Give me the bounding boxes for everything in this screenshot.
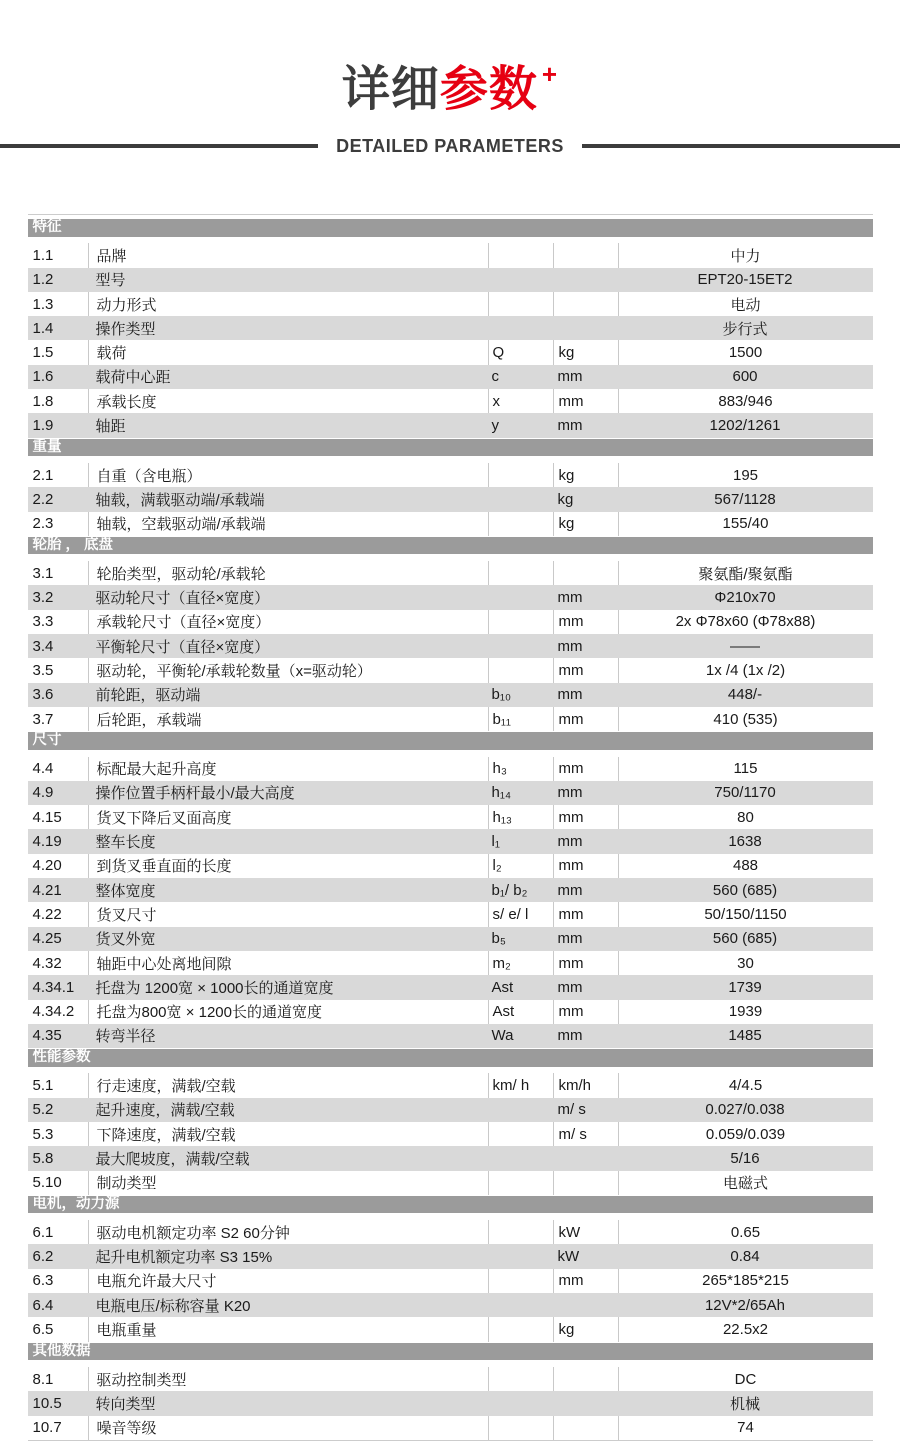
cell-symbol bbox=[488, 1122, 553, 1146]
cell-description: 后轮距，承载端 bbox=[88, 707, 488, 731]
cell-value: 5/16 bbox=[730, 1149, 760, 1167]
page-title bbox=[0, 46, 900, 118]
cell-value: 115 bbox=[618, 757, 873, 781]
cell-index: 1.1 bbox=[32, 246, 54, 264]
cell-value: Φ210x70 bbox=[714, 589, 776, 607]
section-header-row bbox=[28, 1049, 873, 1073]
cell-description: 承载长度 bbox=[88, 389, 488, 413]
cell-index: 1.6 bbox=[32, 368, 54, 386]
cell-unit: mm bbox=[557, 417, 583, 435]
cell-description: 轴载，满载驱动端/承载端 bbox=[95, 491, 265, 509]
cell-value: 80 bbox=[618, 805, 873, 829]
right-rule-divider bbox=[582, 144, 900, 148]
cell-description: 载荷 bbox=[88, 340, 488, 364]
cell-unit: mm bbox=[553, 902, 618, 926]
cell-index: 2.2 bbox=[32, 490, 54, 508]
cell-value: 聚氨酯/聚氨酯 bbox=[618, 561, 873, 585]
cell-index: 4.34.2 bbox=[32, 1003, 75, 1021]
cell-description: 起升速度，满载/空载 bbox=[95, 1102, 235, 1120]
cell-description: 托盘为 1200宽 × 1000长的通道宽度 bbox=[95, 979, 334, 997]
cell-description: 载荷中心距 bbox=[95, 369, 171, 387]
cell-symbol: Ast bbox=[491, 978, 514, 996]
table-row bbox=[28, 561, 873, 585]
cell-value: 560 (685) bbox=[712, 881, 778, 899]
cell-value: —— bbox=[730, 637, 760, 655]
cell-unit bbox=[553, 1146, 618, 1170]
cell-symbol bbox=[488, 512, 553, 536]
cell-symbol bbox=[488, 1416, 553, 1440]
table-row bbox=[28, 1293, 873, 1317]
cell-index: 4.15 bbox=[32, 808, 62, 826]
section-header-row bbox=[28, 537, 873, 561]
table-row bbox=[28, 1367, 873, 1391]
cell-index: 3.5 bbox=[32, 661, 54, 679]
cell-value: 560 (685) bbox=[712, 930, 778, 948]
cell-unit: mm bbox=[557, 1027, 583, 1045]
cell-description: 噪音等级 bbox=[88, 1416, 488, 1440]
table-row bbox=[28, 1073, 873, 1097]
cell-value: 0.059/0.039 bbox=[618, 1122, 873, 1146]
cell-description: 承载轮尺寸（直径×宽度） bbox=[88, 610, 488, 634]
table-row bbox=[28, 487, 873, 511]
cell-symbol bbox=[488, 243, 553, 267]
table-row bbox=[28, 585, 873, 609]
cell-index: 5.10 bbox=[32, 1174, 62, 1192]
cell-value: 74 bbox=[618, 1416, 873, 1440]
table-row bbox=[28, 805, 873, 829]
cell-index: 4.35 bbox=[32, 1027, 62, 1045]
cell-description: 货叉尺寸 bbox=[88, 902, 488, 926]
cell-description: 轴载，空载驱动端/承载端 bbox=[88, 512, 488, 536]
cell-description: 电瓶允许最大尺寸 bbox=[88, 1269, 488, 1293]
cell-description: 标配最大起升高度 bbox=[88, 757, 488, 781]
section-title: 尺寸 bbox=[28, 732, 873, 750]
table-row bbox=[28, 927, 873, 951]
table-row bbox=[28, 757, 873, 781]
table-row bbox=[28, 1098, 873, 1122]
cell-unit bbox=[553, 292, 618, 316]
table-row bbox=[28, 1146, 873, 1170]
cell-value: 265*185*215 bbox=[618, 1269, 873, 1293]
cell-value: 1638 bbox=[728, 833, 762, 851]
cell-symbol: h₁₃ bbox=[488, 805, 553, 829]
cell-unit: mm bbox=[557, 881, 583, 899]
cell-value: 195 bbox=[618, 463, 873, 487]
cell-value: 1939 bbox=[618, 1000, 873, 1024]
table-row bbox=[28, 707, 873, 731]
table-row bbox=[28, 634, 873, 658]
cell-unit: mm bbox=[553, 1269, 618, 1293]
cell-unit: kg bbox=[557, 490, 574, 508]
cell-unit bbox=[553, 268, 618, 292]
cell-description: 平衡轮尺寸（直径×宽度） bbox=[95, 638, 270, 656]
cell-index: 1.3 bbox=[32, 295, 54, 313]
cell-symbol bbox=[488, 561, 553, 585]
cell-unit: mm bbox=[557, 589, 583, 607]
cell-description: 驱动控制类型 bbox=[88, 1367, 488, 1391]
cell-unit: mm bbox=[553, 1000, 618, 1024]
cell-index: 2.1 bbox=[32, 466, 54, 484]
cell-index: 4.4 bbox=[32, 760, 54, 778]
cell-description: 起升电机额定功率 S3 15% bbox=[95, 1249, 273, 1267]
cell-unit: mm bbox=[557, 637, 583, 655]
section-title: 性能参数 bbox=[28, 1049, 873, 1067]
cell-description: 驱动轮，平衡轮/承载轮数量（x=驱动轮） bbox=[88, 658, 488, 682]
cell-unit: mm bbox=[553, 658, 618, 682]
cell-unit: m/ s bbox=[557, 1101, 586, 1119]
cell-index: 10.7 bbox=[32, 1419, 62, 1437]
cell-value: 中力 bbox=[618, 243, 873, 267]
spec-table bbox=[28, 214, 873, 1441]
plus-icon: + bbox=[541, 59, 559, 89]
cell-description: 自重（含电瓶） bbox=[88, 463, 488, 487]
table-row bbox=[28, 975, 873, 999]
cell-value: 2x Φ78x60 (Φ78x88) bbox=[618, 610, 873, 634]
cell-value: 0.027/0.038 bbox=[705, 1101, 785, 1119]
cell-unit: mm bbox=[557, 686, 583, 704]
table-row bbox=[28, 683, 873, 707]
cell-value: 步行式 bbox=[722, 320, 768, 338]
cell-symbol bbox=[488, 1293, 553, 1317]
page-subtitle: DETAILED PARAMETERS bbox=[336, 135, 564, 156]
cell-description: 轴距中心处离地间隙 bbox=[88, 951, 488, 975]
cell-index: 1.2 bbox=[32, 271, 54, 289]
cell-value: 电动 bbox=[618, 292, 873, 316]
section-title: 其他数据 bbox=[28, 1343, 873, 1361]
cell-value: 750/1170 bbox=[714, 784, 776, 802]
cell-symbol bbox=[488, 316, 553, 340]
section-header-row bbox=[28, 1196, 873, 1220]
cell-value: 1485 bbox=[728, 1027, 762, 1045]
cell-symbol: km/ h bbox=[488, 1073, 553, 1097]
table-row bbox=[28, 658, 873, 682]
table-row bbox=[28, 365, 873, 389]
cell-unit: mm bbox=[557, 784, 583, 802]
cell-value: 410 (535) bbox=[618, 707, 873, 731]
cell-symbol: l₂ bbox=[488, 854, 553, 878]
cell-value: 0.65 bbox=[618, 1220, 873, 1244]
cell-index: 4.21 bbox=[32, 881, 62, 899]
cell-value: 机械 bbox=[729, 1395, 760, 1413]
cell-description: 整车长度 bbox=[95, 834, 156, 852]
cell-index: 3.4 bbox=[32, 637, 54, 655]
cell-index: 4.20 bbox=[32, 857, 62, 875]
cell-index: 4.9 bbox=[32, 784, 54, 802]
cell-unit bbox=[553, 243, 618, 267]
cell-index: 4.25 bbox=[32, 930, 62, 948]
cell-index: 3.2 bbox=[32, 589, 54, 607]
cell-symbol: h₁₄ bbox=[491, 784, 512, 802]
cell-value: 4/4.5 bbox=[618, 1073, 873, 1097]
cell-unit bbox=[553, 1293, 618, 1317]
cell-index: 4.22 bbox=[32, 905, 62, 923]
cell-symbol: m₂ bbox=[488, 951, 553, 975]
cell-unit: mm bbox=[553, 389, 618, 413]
cell-unit: mm bbox=[557, 930, 583, 948]
cell-value: EPT20-15ET2 bbox=[697, 271, 793, 289]
table-row bbox=[28, 243, 873, 267]
cell-symbol: b₅ bbox=[491, 930, 506, 948]
cell-value: 1739 bbox=[728, 978, 762, 996]
cell-index: 5.8 bbox=[32, 1149, 54, 1167]
cell-index: 5.3 bbox=[32, 1125, 54, 1143]
cell-unit: mm bbox=[553, 707, 618, 731]
cell-unit: kg bbox=[553, 463, 618, 487]
table-row bbox=[28, 951, 873, 975]
cell-description: 到货叉垂直面的长度 bbox=[88, 854, 488, 878]
cell-unit: mm bbox=[557, 833, 583, 851]
cell-description: 转弯半径 bbox=[95, 1028, 156, 1046]
cell-description: 货叉外宽 bbox=[95, 931, 156, 949]
cell-description: 制动类型 bbox=[88, 1171, 488, 1195]
cell-symbol: l₁ bbox=[491, 833, 500, 851]
cell-unit: kg bbox=[553, 1317, 618, 1341]
cell-description: 操作位置手柄杆最小/最大高度 bbox=[95, 785, 295, 803]
cell-unit: mm bbox=[553, 610, 618, 634]
cell-index: 4.32 bbox=[32, 954, 62, 972]
section-title: 重量 bbox=[28, 439, 873, 457]
cell-symbol: b₁₁ bbox=[488, 707, 553, 731]
cell-symbol bbox=[488, 1391, 553, 1415]
cell-symbol bbox=[488, 487, 553, 511]
cell-index: 10.5 bbox=[32, 1394, 62, 1412]
cell-symbol: Wa bbox=[491, 1027, 514, 1045]
cell-unit bbox=[553, 1391, 618, 1415]
cell-value: 22.5x2 bbox=[618, 1317, 873, 1341]
cell-unit: mm bbox=[553, 805, 618, 829]
table-row bbox=[28, 512, 873, 536]
title-text-red: 参数 bbox=[439, 63, 538, 116]
cell-index: 2.3 bbox=[32, 515, 54, 533]
cell-value: 1202/1261 bbox=[709, 417, 781, 435]
cell-description: 前轮距，驱动端 bbox=[95, 687, 201, 705]
cell-description: 托盘为800宽 × 1200长的通道宽度 bbox=[88, 1000, 488, 1024]
table-row bbox=[28, 389, 873, 413]
cell-value: 1x /4 (1x /2) bbox=[618, 658, 873, 682]
cell-symbol bbox=[488, 1098, 553, 1122]
cell-value: 883/946 bbox=[618, 389, 873, 413]
table-row bbox=[28, 902, 873, 926]
section-header-row bbox=[28, 219, 873, 243]
cell-description: 下降速度，满载/空载 bbox=[88, 1122, 488, 1146]
cell-symbol bbox=[488, 1317, 553, 1341]
cell-value: 567/1128 bbox=[714, 490, 776, 508]
cell-description: 电瓶重量 bbox=[88, 1317, 488, 1341]
table-row bbox=[28, 854, 873, 878]
table-row bbox=[28, 1317, 873, 1341]
cell-index: 3.3 bbox=[32, 613, 54, 631]
cell-description: 操作类型 bbox=[95, 320, 156, 338]
cell-index: 3.6 bbox=[32, 686, 54, 704]
section-header-row bbox=[28, 732, 873, 756]
cell-unit: mm bbox=[553, 951, 618, 975]
cell-index: 8.1 bbox=[32, 1370, 54, 1388]
cell-index: 5.1 bbox=[32, 1077, 54, 1095]
table-row bbox=[28, 1220, 873, 1244]
cell-unit: mm bbox=[557, 368, 583, 386]
cell-unit bbox=[553, 1171, 618, 1195]
table-row bbox=[28, 1000, 873, 1024]
cell-unit: m/ s bbox=[553, 1122, 618, 1146]
table-row bbox=[28, 1416, 873, 1440]
cell-symbol bbox=[488, 1367, 553, 1391]
cell-index: 6.3 bbox=[32, 1272, 54, 1290]
cell-unit bbox=[553, 1416, 618, 1440]
cell-description: 轮胎类型，驱动轮/承载轮 bbox=[88, 561, 488, 585]
cell-index: 3.7 bbox=[32, 710, 54, 728]
table-row bbox=[28, 1269, 873, 1293]
cell-index: 3.1 bbox=[32, 564, 54, 582]
table-row bbox=[28, 316, 873, 340]
cell-symbol bbox=[488, 463, 553, 487]
cell-value: 电磁式 bbox=[618, 1171, 873, 1195]
cell-symbol bbox=[488, 1269, 553, 1293]
cell-value: 0.84 bbox=[730, 1248, 760, 1266]
cell-description: 转向类型 bbox=[95, 1395, 156, 1413]
section-title: 特征 bbox=[28, 219, 873, 237]
cell-unit: mm bbox=[553, 854, 618, 878]
cell-symbol: x bbox=[488, 389, 553, 413]
cell-description: 驱动轮尺寸（直径×宽度） bbox=[95, 590, 270, 608]
cell-description: 行走速度，满载/空载 bbox=[88, 1073, 488, 1097]
cell-description: 驱动电机额定功率 S2 60分钟 bbox=[88, 1220, 488, 1244]
cell-index: 1.9 bbox=[32, 417, 54, 435]
table-row bbox=[28, 1122, 873, 1146]
cell-unit: mm bbox=[553, 757, 618, 781]
cell-index: 1.8 bbox=[32, 392, 54, 410]
cell-unit: kW bbox=[557, 1248, 580, 1266]
cell-index: 6.5 bbox=[32, 1321, 54, 1338]
cell-unit bbox=[553, 1367, 618, 1391]
table-row bbox=[28, 292, 873, 316]
cell-value: 155/40 bbox=[618, 512, 873, 536]
cell-value: 488 bbox=[618, 854, 873, 878]
cell-unit bbox=[553, 316, 618, 340]
cell-value: 600 bbox=[732, 368, 758, 386]
cell-symbol bbox=[488, 1244, 553, 1268]
table-row bbox=[28, 268, 873, 292]
table-row bbox=[28, 1171, 873, 1195]
table-row bbox=[28, 1024, 873, 1048]
section-title: 轮胎 ， 底盘 bbox=[28, 537, 873, 555]
cell-unit: kg bbox=[553, 340, 618, 364]
cell-symbol bbox=[488, 268, 553, 292]
cell-description: 整体宽度 bbox=[95, 882, 156, 900]
table-row bbox=[28, 1391, 873, 1415]
cell-value: 448/- bbox=[727, 686, 763, 704]
cell-description: 动力形式 bbox=[88, 292, 488, 316]
cell-index: 4.19 bbox=[32, 833, 62, 851]
cell-symbol bbox=[488, 610, 553, 634]
cell-description: 型号 bbox=[95, 272, 126, 290]
cell-symbol bbox=[488, 658, 553, 682]
cell-unit: mm bbox=[557, 978, 583, 996]
table-row bbox=[28, 340, 873, 364]
cell-symbol bbox=[488, 1171, 553, 1195]
cell-index: 5.2 bbox=[32, 1101, 54, 1119]
cell-unit: kW bbox=[553, 1220, 618, 1244]
cell-unit: km/h bbox=[553, 1073, 618, 1097]
table-row bbox=[28, 463, 873, 487]
cell-symbol bbox=[488, 292, 553, 316]
cell-symbol bbox=[488, 634, 553, 658]
cell-value: 50/150/1150 bbox=[618, 902, 873, 926]
cell-description: 最大爬坡度，满载/空载 bbox=[95, 1150, 250, 1168]
cell-symbol bbox=[488, 585, 553, 609]
cell-symbol: Ast bbox=[488, 1000, 553, 1024]
cell-value: DC bbox=[618, 1367, 873, 1391]
cell-symbol: h₃ bbox=[488, 757, 553, 781]
section-header-row bbox=[28, 439, 873, 463]
table-row bbox=[28, 781, 873, 805]
cell-description: 电瓶电压/标称容量 K20 bbox=[95, 1297, 251, 1315]
cell-symbol: y bbox=[491, 417, 499, 435]
cell-unit bbox=[553, 561, 618, 585]
title-text-dark: 详细 bbox=[341, 63, 440, 116]
cell-symbol bbox=[488, 1146, 553, 1170]
section-title: 电机，动力源 bbox=[28, 1196, 873, 1214]
cell-index: 4.34.1 bbox=[32, 978, 75, 996]
table-row bbox=[28, 1244, 873, 1268]
cell-value: 30 bbox=[618, 951, 873, 975]
section-header-row bbox=[28, 1343, 873, 1367]
table-row bbox=[28, 610, 873, 634]
cell-value: 12V*2/65Ah bbox=[704, 1296, 786, 1314]
cell-unit: kg bbox=[553, 512, 618, 536]
page-header bbox=[0, 0, 900, 156]
cell-index: 6.1 bbox=[32, 1223, 54, 1241]
cell-index: 6.4 bbox=[32, 1296, 54, 1314]
cell-symbol: b₁/ b₂ bbox=[491, 881, 528, 899]
cell-index: 1.4 bbox=[32, 319, 54, 337]
cell-symbol bbox=[488, 1220, 553, 1244]
table-row bbox=[28, 829, 873, 853]
cell-index: 6.2 bbox=[32, 1248, 54, 1266]
cell-symbol: s/ e/ l bbox=[488, 902, 553, 926]
subtitle-row bbox=[0, 136, 900, 156]
cell-description: 品牌 bbox=[88, 243, 488, 267]
table-row bbox=[28, 413, 873, 437]
cell-symbol: b₁₀ bbox=[491, 686, 512, 704]
cell-index: 1.5 bbox=[32, 344, 54, 362]
cell-description: 轴距 bbox=[95, 418, 126, 436]
cell-symbol: Q bbox=[488, 340, 553, 364]
cell-symbol: c bbox=[491, 368, 499, 386]
cell-value: 1500 bbox=[618, 340, 873, 364]
left-rule-divider bbox=[0, 144, 318, 148]
cell-description: 货叉下降后叉面高度 bbox=[88, 805, 488, 829]
table-row bbox=[28, 878, 873, 902]
